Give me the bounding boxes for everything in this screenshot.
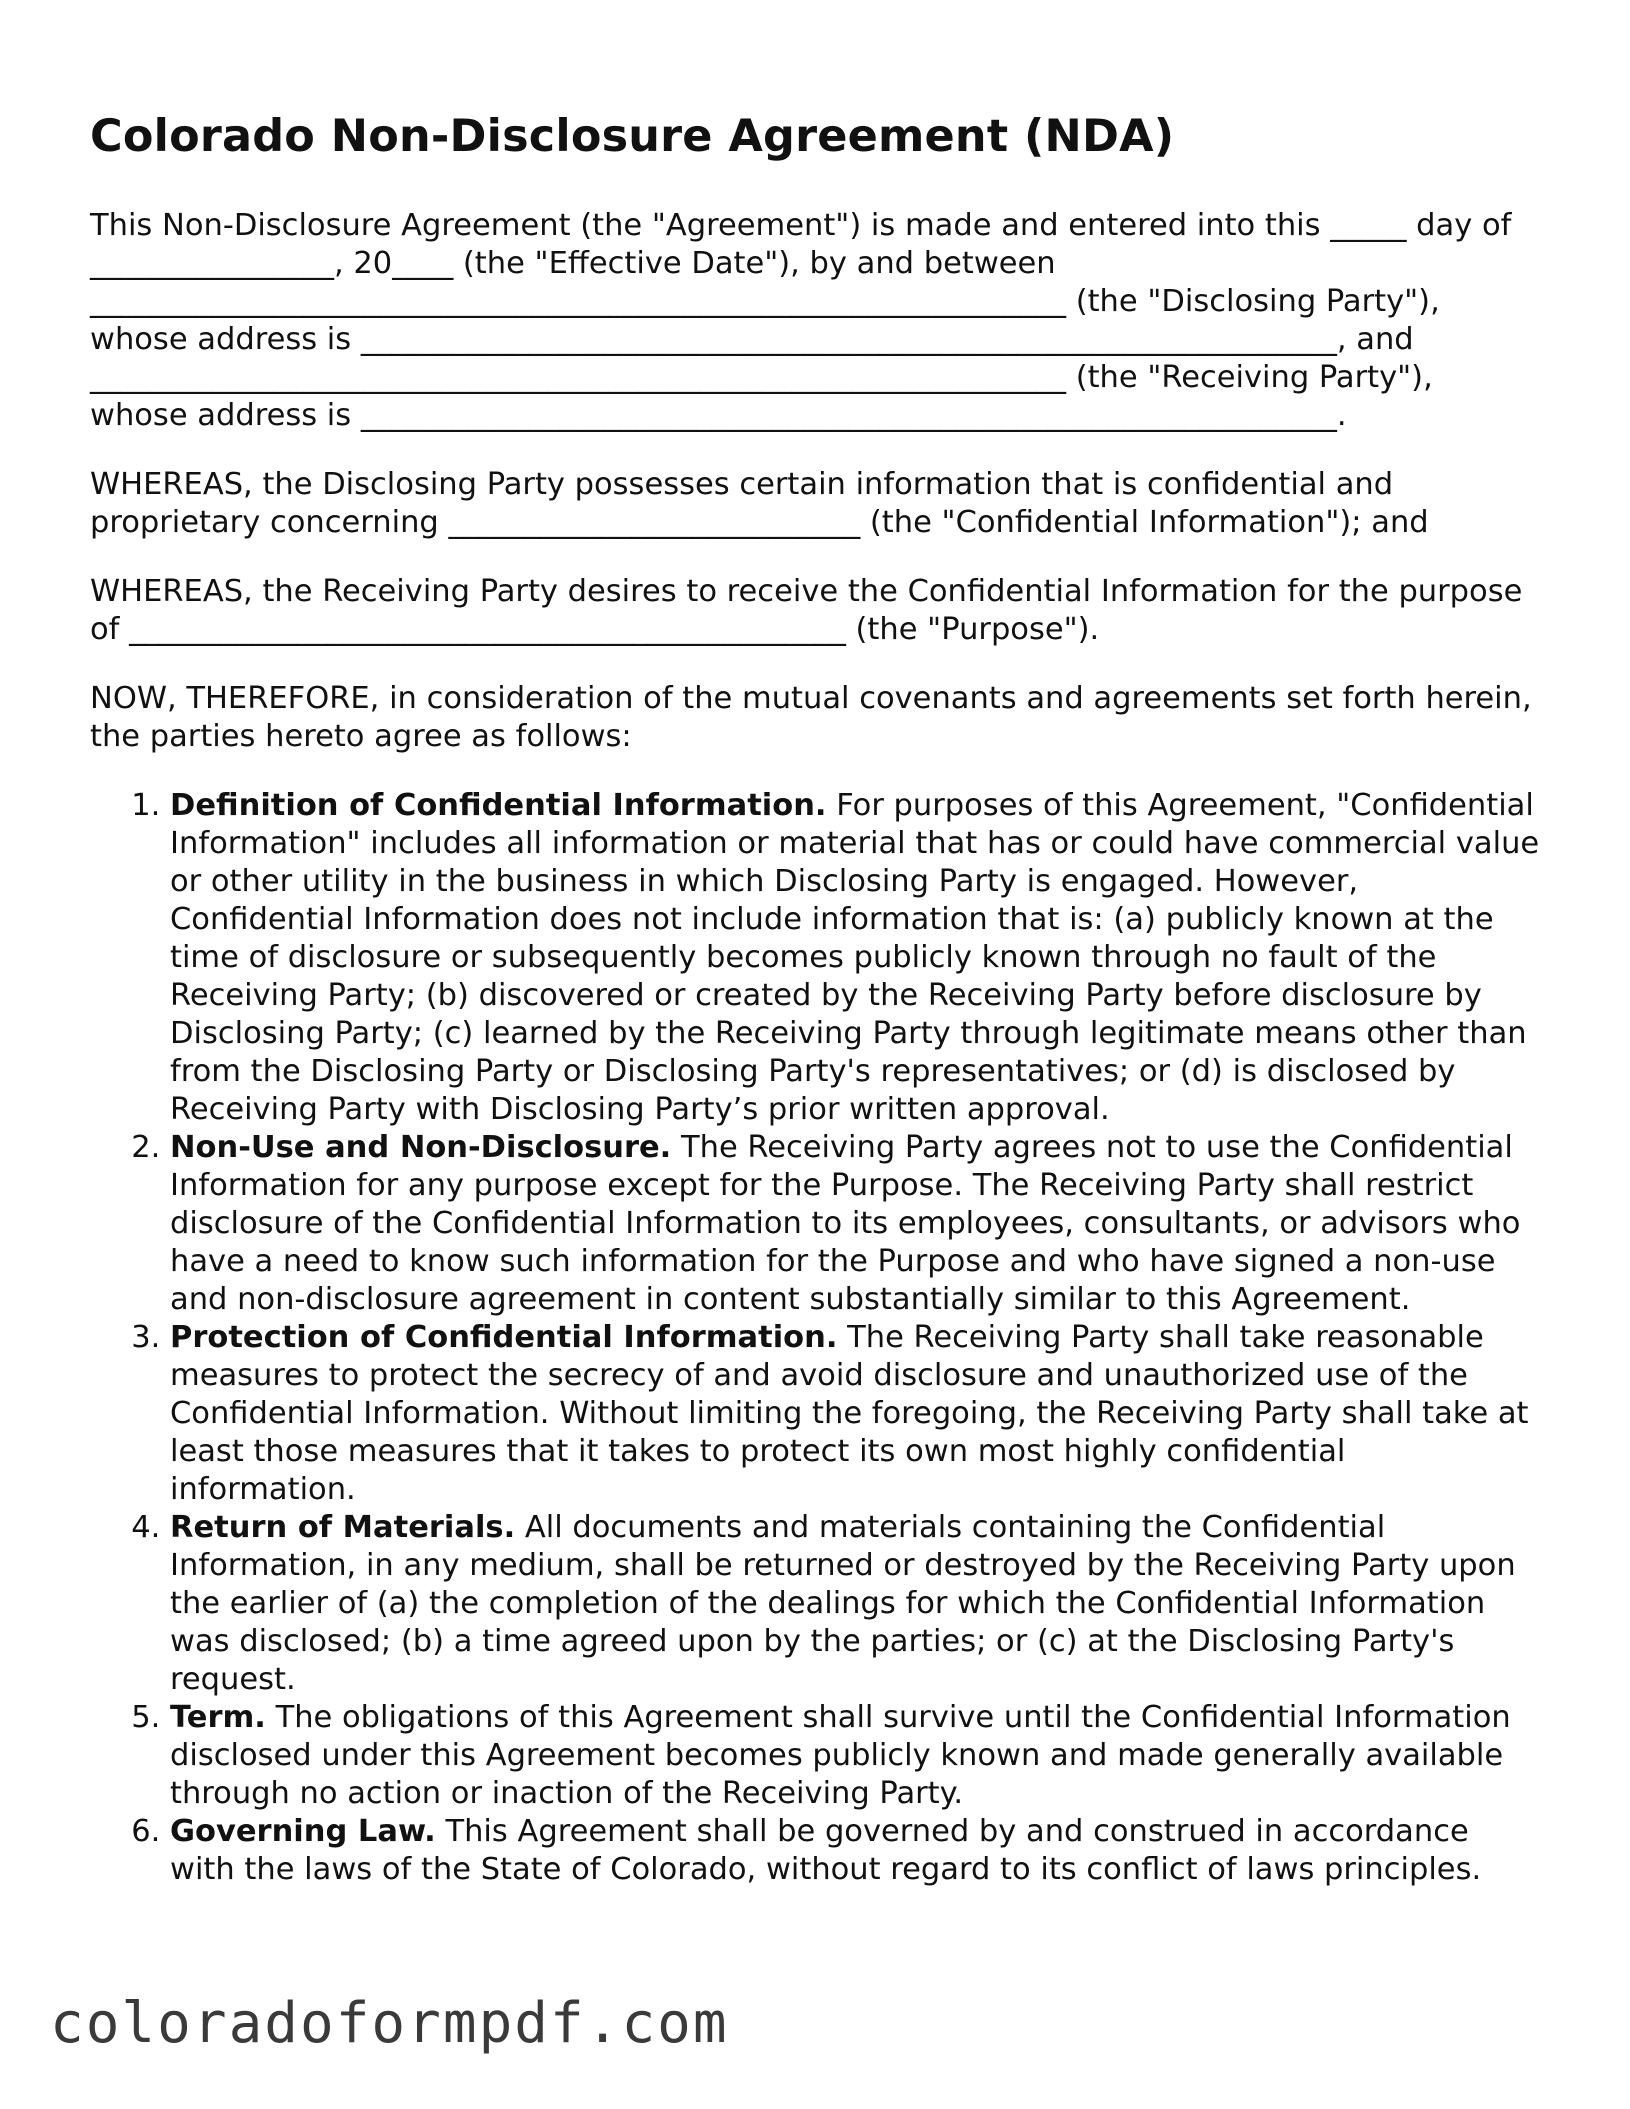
clause-item: [170, 1319, 1540, 1509]
clause-text: This Agreement shall be governed by and construed in accordance with the laws of the State of Colorado, without regard to its conflict of laws principles.: [170, 1814, 1482, 1888]
clause-list: [90, 787, 1540, 1889]
clause-item: [170, 1509, 1540, 1699]
now-therefore-paragraph: NOW, THEREFORE, in consideration of the mutual covenants and agreements set forth herein, the parties hereto agree as follows:: [90, 681, 1532, 755]
clause-text: All documents and materials containing the Confidential Information, in any medium, shall be returned or destroyed by the Receiving Party upon the earlier of (a) the completion of the dealings for which the Confidential Information was disclosed; (b) a time agreed upon by the parties; or (c) at the Disclosing Party's request.: [170, 1510, 1516, 1698]
clause-heading: Non-Use and Non-Disclosure.: [170, 1130, 672, 1166]
clause-item: [170, 787, 1540, 1129]
clause-text: The Receiving Party shall take reasonable measures to protect the secrecy of and avoid disclosure and unauthorized use of the Confidential Information. Without limiting the foregoing, the Receiving Party shall take at least those measures that it takes to protect its own most highly confidential information.: [170, 1320, 1529, 1508]
clause-item: [170, 1699, 1540, 1813]
clause-heading: Return of Materials.: [170, 1510, 516, 1546]
clause-text: The Receiving Party agrees not to use the Confidential Information for any purpose except for the Purpose. The Receiving Party shall restrict disclosure of the Confidential Information to its employees, consultants, or advisors who have a need to know such information for the Purpose and who have signed a non-use and non-disclosure agreement in content substantially similar to this Agreement.: [170, 1130, 1521, 1318]
whereas-paragraph-1: WHEREAS, the Disclosing Party possesses certain information that is confidential and proprietary concerning ___________________________ (the "Confidential Information"); and: [90, 467, 1429, 541]
document-title: Colorado Non-Disclosure Agreement (NDA): [90, 111, 1175, 162]
clause-item: [170, 1813, 1540, 1889]
whereas-paragraph-2: WHEREAS, the Receiving Party desires to receive the Confidential Information for the purpose of _______________________________________________ (the "Purpose").: [90, 574, 1523, 648]
watermark: coloradoformpdf.com: [50, 1991, 729, 2056]
clause-heading: Governing Law.: [170, 1814, 436, 1850]
document-page: [90, 110, 1540, 1889]
intro-paragraph: This Non-Disclosure Agreement (the "Agreement") is made and entered into this _____ day of ________________, 20____ (the "Effective Date"), by and between ________________________________________________________________ (the "Disclosing Party"), whose address is ________________________________________________________________, and ________________________________________________________________ (the "Receiving Party"), whose address is ________________________________________________________________.: [90, 208, 1512, 434]
clause-text: The obligations of this Agreement shall survive until the Confidential Information disclosed under this Agreement becomes publicly known and made generally available through no action or inaction of the Receiving Party.: [170, 1700, 1511, 1812]
clause-item: [170, 1129, 1540, 1319]
clause-heading: Definition of Confidential Information.: [170, 788, 827, 824]
clause-text: For purposes of this Agreement, "Confidential Information" includes all information or material that has or could have commercial value or other utility in the business in which Disclosing Party is engaged. However, Confidential Information does not include information that is: (a) publicly known at the time of disclosure or subsequently becomes publicly known through no fault of the Receiving Party; (b) discovered or created by the Receiving Party before disclosure by Disclosing Party; (c) learned by the Receiving Party through legitimate means other than from the Disclosing Party or Disclosing Party's representatives; or (d) is disclosed by Receiving Party with Disclosing Party’s prior written approval.: [170, 788, 1540, 1128]
clause-heading: Protection of Confidential Information.: [170, 1320, 838, 1356]
clause-heading: Term.: [170, 1700, 266, 1736]
